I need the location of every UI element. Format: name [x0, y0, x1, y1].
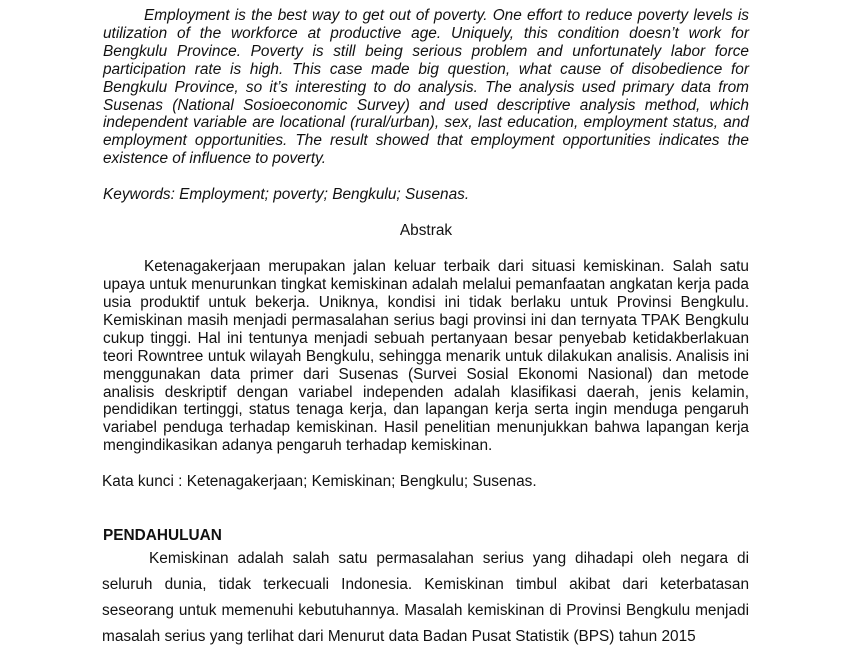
paper-page [103, 7, 749, 650]
abstrak-heading: Abstrak [399, 222, 453, 240]
section-heading-pendahuluan: PENDAHULUAN [103, 527, 222, 545]
abstract-indonesian: Ketenagakerjaan merupakan jalan keluar terbaik dari situasi kemiskinan. Salah satu upaya untuk menurunkan tingkat kemiskinan adalah melalui pemanfaatan angkatan kerja pada usia produktif untuk bekerja. Uniknya, kondisi ini tidak berlaku untuk Provinsi Bengkulu. Kemiskinan masih menjadi permasalahan serius bagi provinsi ini dan ternyata TPAK Bengkulu cukup tinggi. Hal ini tentunya menjadi sebuah pertanyaan besar penyebab ketidakberlakuan teori Rowntree untuk wilayah Bengkulu, sehingga menarik untuk dilakukan analisis. Analisis ini menggunakan data primer dari Susenas (Survei Sosial Ekonomi Nasional) dan metode analisis deskriptif dengan variabel independen adalah klasifikasi daerah, jenis kelamin, pendidikan tertinggi, status tenaga kerja, dan lapangan kerja serta ingin menduga pengaruh variabel penduga terhadap kemiskinan. Hasil penelitian menunjukkan bahwa lapangan kerja mengindikasikan adanya pengaruh terhadap kemiskinan. [103, 258, 749, 455]
abstract-english: Employment is the best way to get out of poverty. One effort to reduce poverty levels is utilization of the workforce at productive age. Uniquely, this condition doesn’t work for Bengkulu Province. Poverty is still being serious problem and unfortunately labor force participation rate is high. This case made big question, what cause of disobedience for Bengkulu Province, so it’s interesting to do analysis. The analysis used primary data from Susenas (National Sosioeconomic Survey) and used descriptive analysis method, which independent variable are locational (rural/urban), sex, last education, employment status, and employment opportunities. The result showed that employment opportunities indicates the existence of influence to poverty. [103, 7, 749, 168]
pendahuluan-paragraph: Kemiskinan adalah salah satu permasalahan serius yang dihadapi oleh negara di seluruh dunia, tidak terkecuali Indonesia. Kemiskinan timbul akibat dari keterbatasan seseorang untuk memenuhi kebutuhannya. Masalah kemiskinan di Provinsi Bengkulu menjadi masalah serius yang terlihat dari Menurut data Badan Pusat Statistik (BPS) tahun 2015 [102, 550, 749, 646]
keywords-english: Keywords: Employment; poverty; Bengkulu; Susenas. [103, 186, 470, 204]
keywords-indonesian: Kata kunci : Ketenagakerjaan; Kemiskinan; Bengkulu; Susenas. [102, 473, 537, 491]
